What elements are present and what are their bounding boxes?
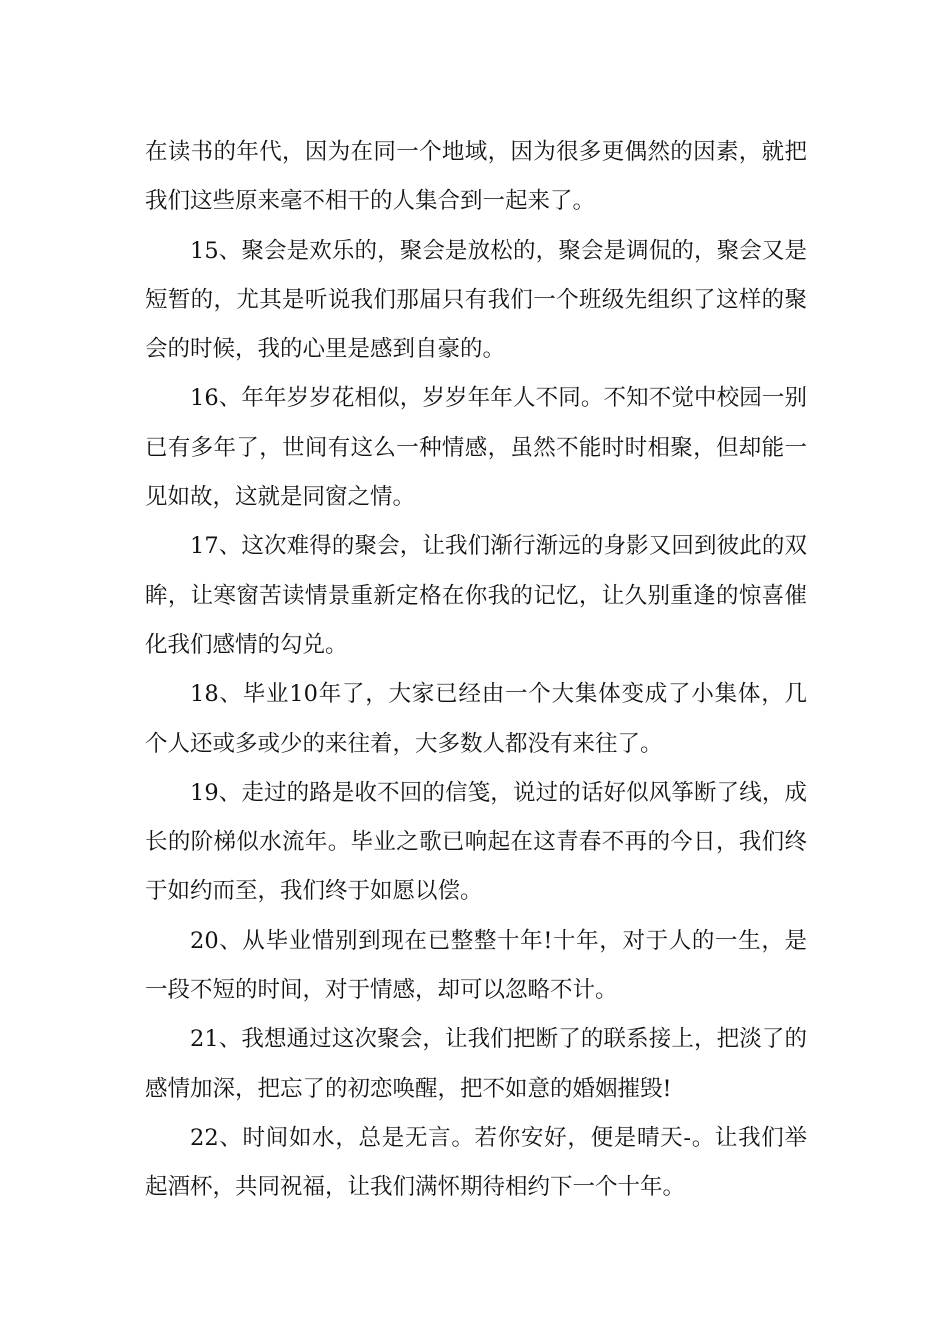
- paragraph-17: 17、这次难得的聚会，让我们渐行渐远的身影又回到彼此的双眸，让寒窗苦读情景重新定格在你我的记忆，让久别重逢的惊喜催化我们感情的勾兑。: [145, 533, 807, 658]
- paragraph-18: 18、毕业10年了，大家已经由一个大集体变成了小集体，几个人还或多或少的来往着，大多数人都没有来往了。: [145, 681, 807, 757]
- paragraph-19: 19、走过的路是收不回的信笺，说过的话好似风筝断了线，成长的阶梯似水流年。毕业之歌已响起在这青春不再的今日，我们终于如约而至，我们终于如愿以偿。: [145, 779, 807, 905]
- paragraph-16: 16、年年岁岁花相似，岁岁年年人不同。不知不觉中校园一别已有多年了，世间有这么一种情感，虽然不能时时相聚，但却能一见如故，这就是同窗之情。: [145, 385, 807, 511]
- paragraph-21: 21、我想通过这次聚会，让我们把断了的联系接上，把淡了的感情加深，把忘了的初恋唤醒，把不如意的婚姻摧毁!: [145, 1026, 807, 1102]
- paragraph-20: 20、从毕业惜别到现在已整整十年!十年，对于人的一生，是一段不短的时间，对于情感，却可以忽略不计。: [145, 927, 807, 1004]
- paragraph-intro-continued: 在读书的年代，因为在同一个地域，因为很多更偶然的因素，就把我们这些原来毫不相干的人集合到一起来了。: [145, 139, 807, 215]
- document-body: [145, 128, 807, 1213]
- paragraph-15: 15、聚会是欢乐的，聚会是放松的，聚会是调侃的，聚会又是短暂的，尤其是听说我们那届只有我们一个班级先组织了这样的聚会的时候，我的心里是感到自豪的。: [145, 237, 807, 363]
- paragraph-22: 22、时间如水，总是无言。若你安好，便是晴天-。让我们举起酒杯，共同祝福，让我们满怀期待相约下一个十年。: [145, 1124, 807, 1201]
